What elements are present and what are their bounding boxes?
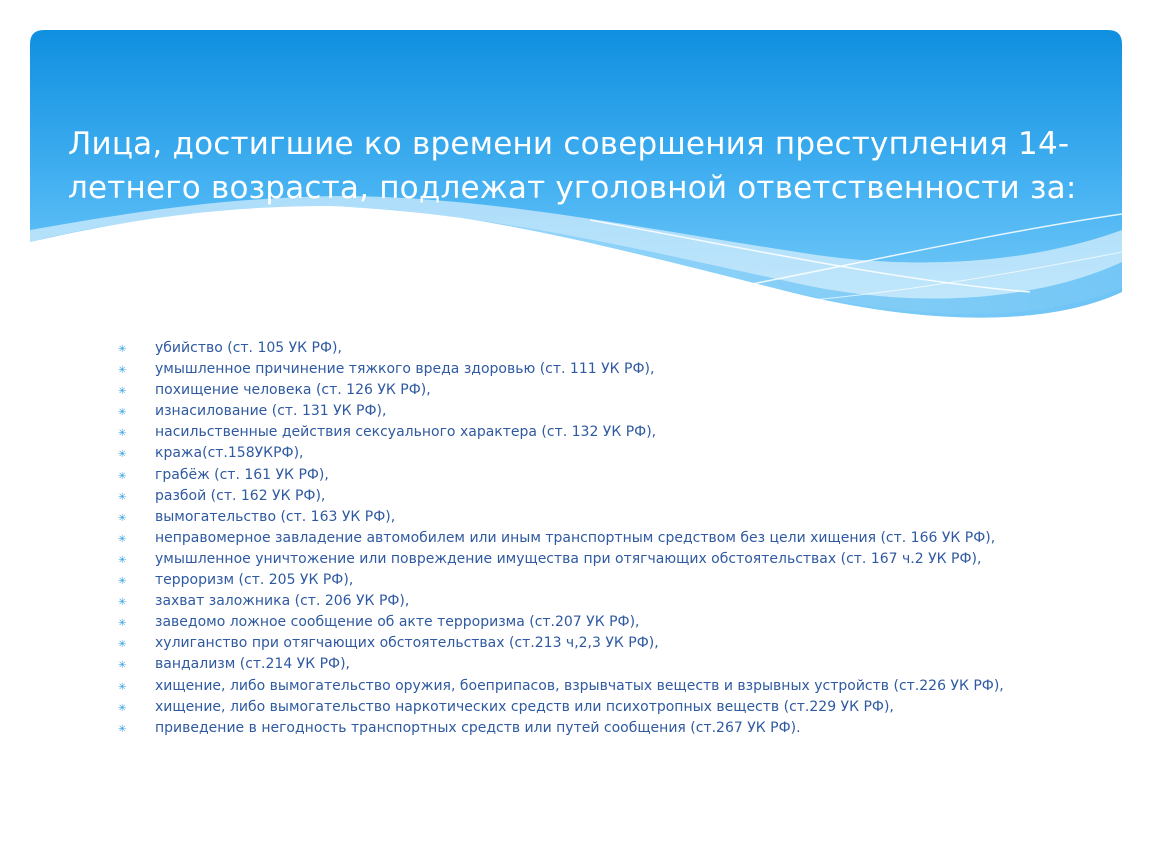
list-item-text: разбой (ст. 162 УК РФ), [155,487,326,504]
list-item-text: вандализм (ст.214 УК РФ), [155,656,351,673]
list-item [118,530,1118,551]
bullet-star-icon: ✳ [118,512,127,524]
bullet-star-icon: ✳ [118,533,127,545]
bullet-star-icon: ✳ [118,344,127,355]
list-item [118,424,1118,445]
list-item [118,614,1118,635]
bullet-star-icon: ✳ [118,554,127,566]
bullet-star-icon: ✳ [118,702,127,714]
list-item-text: насильственные действия сексуального характера (ст. 132 УК РФ), [155,424,657,441]
list-item [118,572,1118,593]
list-item-text: заведомо ложное сообщение об акте терроризма (ст.207 УК РФ), [155,614,640,631]
list-item [118,361,1118,382]
list-item [118,488,1118,509]
list-item-text: убийство (ст. 105 УК РФ), [155,340,342,356]
list-item [118,551,1118,572]
bullet-star-icon: ✳ [118,597,127,609]
list-item [118,699,1118,720]
bullet-star-icon: ✳ [118,449,127,461]
list-item-text: грабёж (ст. 161 УК РФ), [155,466,329,483]
list-item-text: хищение, либо вымогательство наркотических средств или психотропных веществ (ст.229 УК РФ), [155,698,894,715]
bullet-star-icon: ✳ [118,681,127,693]
list-item-text: кража(ст.158УКРФ), [155,445,304,462]
bullet-star-icon: ✳ [118,660,127,672]
bullet-star-icon: ✳ [118,365,127,377]
list-item-text: хулиганство при отягчающих обстоятельствах (ст.213 ч,2,3 УК РФ), [155,635,659,652]
list-item [118,403,1118,424]
bullet-star-icon: ✳ [118,639,127,651]
bullet-star-icon: ✳ [118,618,127,630]
list-item [118,467,1118,488]
list-item-text: приведение в негодность транспортных средств или путей сообщения (ст.267 УК РФ). [155,719,801,736]
list-item [118,635,1118,656]
list-item-text: хищение, либо вымогательство оружия, боеприпасов, взрывчатых веществ и взрывных устройств (ст.226 УК РФ), [155,677,1004,694]
list-item [118,593,1118,614]
slide-title: Лица, достигшие ко времени совершения преступления 14-летнего возраста, подлежат уголовной ответственности за: [68,126,1077,206]
bullet-star-icon: ✳ [118,576,127,588]
bullet-star-icon: ✳ [118,386,127,398]
bullet-star-icon: ✳ [118,470,127,482]
list-item [118,382,1118,403]
list-item [118,445,1118,466]
list-item [118,656,1118,677]
list-item [118,720,1118,741]
list-item-text: неправомерное завладение автомобилем или иным транспортным средством без цели хищения (ст. 166 УК РФ), [155,529,996,546]
list-item-text: похищение человека (ст. 126 УК РФ), [155,382,431,399]
bullet-star-icon: ✳ [118,407,127,419]
list-item-text: умышленное уничтожение или повреждение имущества при отягчающих обстоятельствах (ст. 167 ч.2 УК РФ), [155,550,982,567]
list-item-text: захват заложника (ст. 206 УК РФ), [155,593,410,610]
list-item [118,509,1118,530]
bullet-star-icon: ✳ [118,428,127,440]
bullet-star-icon: ✳ [118,723,127,735]
offense-list [118,340,1118,741]
list-item-text: изнасилование (ст. 131 УК РФ), [155,403,387,420]
list-item [118,678,1118,699]
list-item-text: умышленное причинение тяжкого вреда здоровью (ст. 111 УК РФ), [155,361,655,378]
bullet-star-icon: ✳ [118,491,127,503]
list-item-text: вымогательство (ст. 163 УК РФ), [155,508,396,525]
list-item-text: терроризм (ст. 205 УК РФ), [155,572,354,589]
list-item [118,340,1118,361]
